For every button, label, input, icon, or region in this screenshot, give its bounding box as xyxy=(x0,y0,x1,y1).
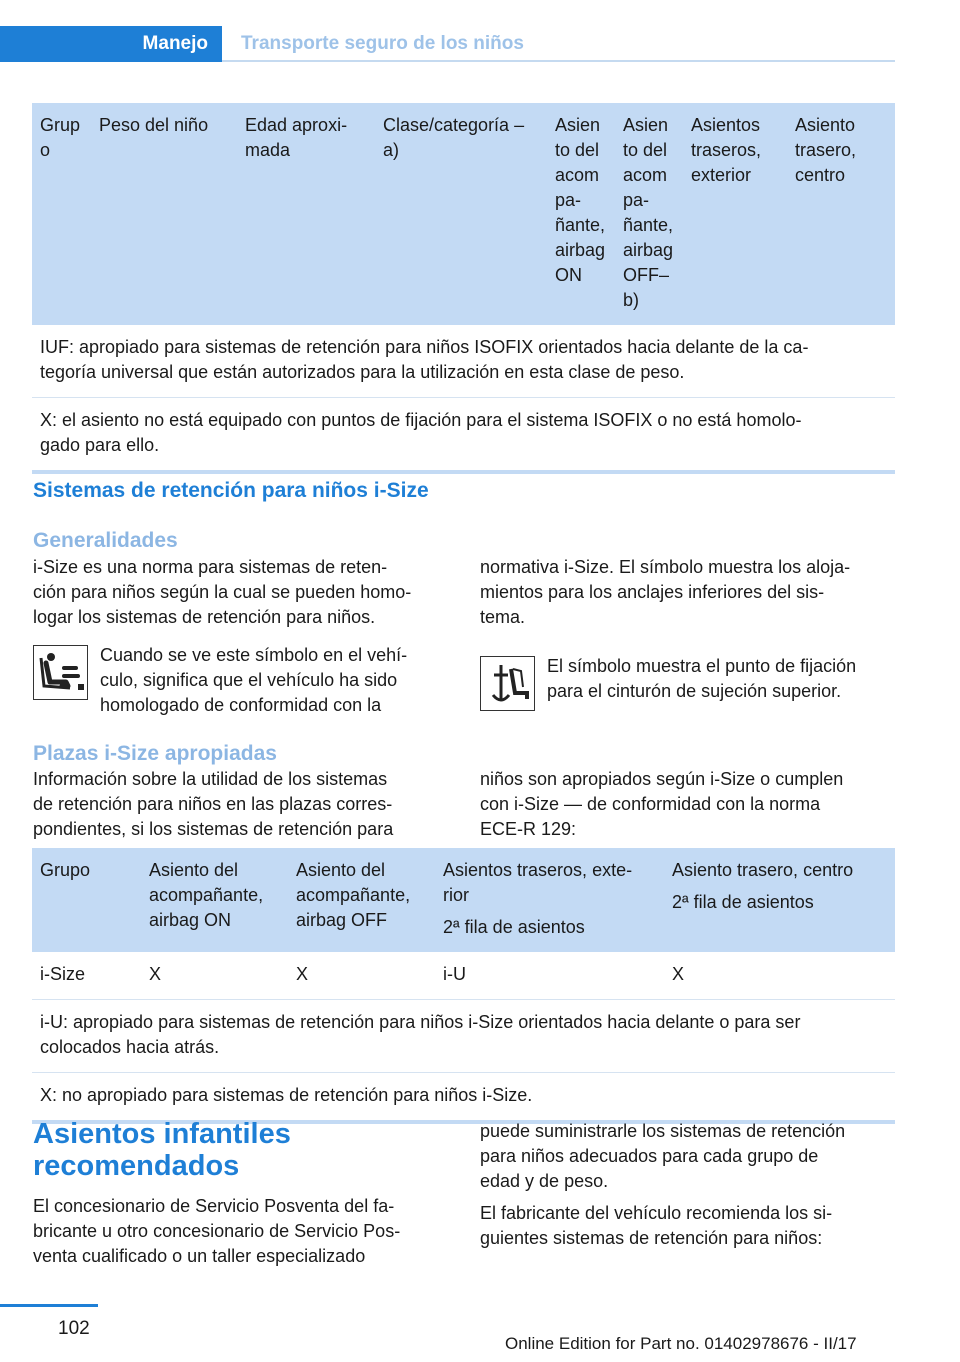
table-row xyxy=(32,1073,895,1123)
recommended-right-paragraph-1: puede suministrarle los sistemas de retención para niños adecuados para cada grupo de edad y de peso. xyxy=(480,1121,846,1191)
isize-symbol-icon xyxy=(33,645,88,700)
isofix-table xyxy=(32,103,895,474)
isize-cell: X xyxy=(664,952,895,1000)
places-right-paragraph: niños son apropiados según i-Size o cumplen con i-Size — de conformidad con la norma ECE-R 129: xyxy=(480,769,844,839)
isize-header-sublabel: 2ª fila de asientos xyxy=(672,892,814,912)
top-tether-symbol-icon xyxy=(480,656,535,711)
edition-text: Online Edition for Part no. 01402978676 - II/17 xyxy=(505,1334,857,1353)
recommended-heading: Asientos infantiles recomendados xyxy=(33,1118,291,1182)
isize-cell: i-Size xyxy=(32,952,141,1000)
isize-header-cell xyxy=(435,848,664,952)
isize-cell: X xyxy=(288,952,435,1000)
isize-table xyxy=(32,848,895,1124)
general-right-icon-text: El símbolo muestra el punto de fijación para el cinturón de sujeción superior. xyxy=(547,656,857,701)
isize-header-label: Asiento trasero, centro xyxy=(672,860,854,880)
general-right-paragraph: normativa i-Size. El símbolo muestra los aloja- mientos para los anclajes inferiores del sis- tema. xyxy=(480,557,851,627)
recommended-left-paragraph: El concesionario de Servicio Posventa del fa- bricante u otro concesionario de Servicio Pos- venta cualificado o un taller especializado xyxy=(33,1196,401,1266)
isize-cell: i-U xyxy=(435,952,664,1000)
section-tab[interactable]: Manejo xyxy=(0,26,222,62)
isofix-note-iuf: IUF: apropiado para sistemas de retención para niños ISOFIX orientados hacia delante de la ca- tegoría universal que están autorizados para la utilización en esta clase de peso. xyxy=(32,325,895,398)
isize-heading: Sistemas de retención para niños i-Size xyxy=(33,479,429,502)
isize-header-cell xyxy=(664,848,895,952)
table-row xyxy=(32,325,895,398)
isize-note-iu: i-U: apropiado para sistemas de retención para niños i-Size orientados hacia delante o para ser colocados hacia atrás. xyxy=(32,1000,895,1073)
general-left-paragraph: i-Size es una norma para sistemas de reten- ción para niños según la cual se pueden homo- logar los sistemas de retención para niños. xyxy=(33,557,412,627)
table-row xyxy=(32,398,895,473)
isize-header-cell: Grupo xyxy=(32,848,141,952)
general-heading: Generalidades xyxy=(33,529,178,552)
recommended-right-paragraph-2: El fabricante del vehículo recomienda los si- guientes sistemas de retención para niños: xyxy=(480,1203,833,1248)
isize-header-cell: Asiento del acompañante, airbag ON xyxy=(141,848,288,952)
isize-header-row xyxy=(32,848,895,952)
isofix-header-cell: Asientos traseros, exterior xyxy=(683,103,787,325)
isize-header-cell: Asiento del acompañante, airbag OFF xyxy=(288,848,435,952)
isize-header-sublabel: 2ª fila de asientos xyxy=(443,917,585,937)
isize-cell: X xyxy=(141,952,288,1000)
isofix-header-cell: Asien to del acom pa- ñante, airbag ON xyxy=(547,103,615,325)
places-heading: Plazas i-Size apropiadas xyxy=(33,742,277,765)
page-header xyxy=(0,26,895,62)
isofix-note-x: X: el asiento no está equipado con puntos de fijación para el sistema ISOFIX o no está homolo- gado para ello. xyxy=(32,398,895,473)
isofix-header-cell: Grup o xyxy=(32,103,91,325)
isofix-header-cell: Edad aproxi- mada xyxy=(237,103,375,325)
isofix-header-cell: Clase/categoría – a) xyxy=(375,103,547,325)
page-number: 102 xyxy=(58,1318,90,1339)
table-row xyxy=(32,952,895,1000)
isize-note-x: X: no apropiado para sistemas de retención para niños i-Size. xyxy=(32,1073,895,1123)
isofix-header-cell: Asien to del acom pa- ñante, airbag OFF– b) xyxy=(615,103,683,325)
footer-divider xyxy=(0,1304,98,1307)
general-left-icon-text: Cuando se ve este símbolo en el vehí- culo, significa que el vehículo ha sido homologado de conformidad con la xyxy=(100,645,408,715)
isofix-header-row xyxy=(32,103,895,325)
table-row xyxy=(32,1000,895,1073)
isofix-header-cell: Peso del niño xyxy=(91,103,237,325)
places-left-paragraph: Información sobre la utilidad de los sistemas de retención para niños en las plazas corres- pondientes, si los sistemas de retención para xyxy=(33,769,394,839)
isize-header-label: Asientos traseros, exte- rior xyxy=(443,860,633,905)
isofix-header-cell: Asiento trasero, centro xyxy=(787,103,895,325)
subsection-title[interactable]: Transporte seguro de los niños xyxy=(241,33,524,54)
